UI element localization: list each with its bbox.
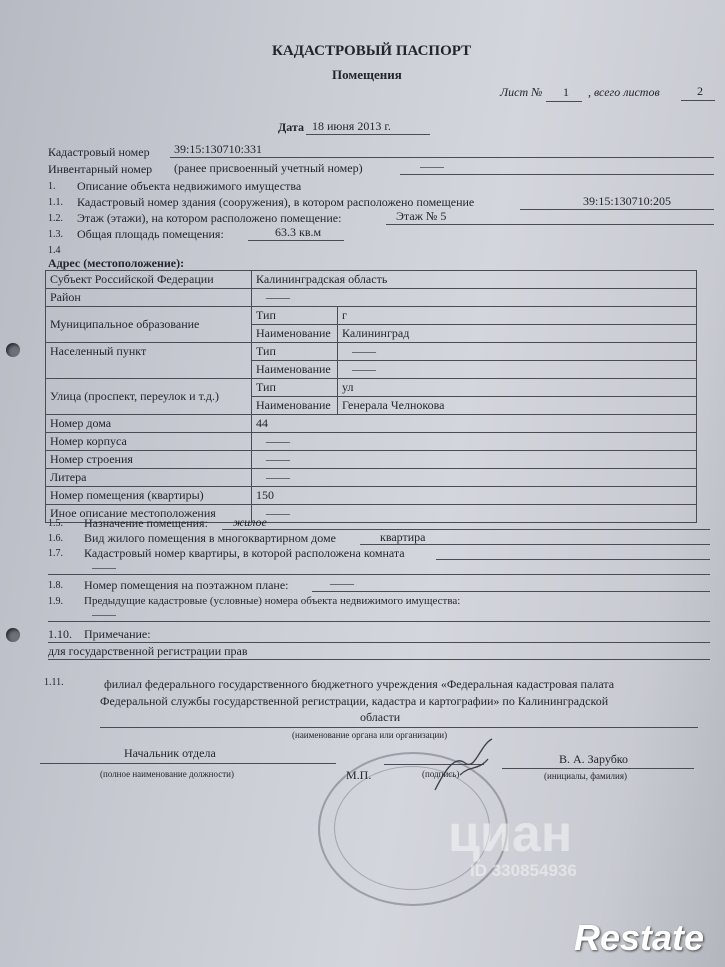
house-value: 44 xyxy=(252,415,697,433)
date-value: 18 июня 2013 г. xyxy=(312,119,391,133)
sheets-total: 2 xyxy=(697,84,703,98)
inventory-number-note: (ранее присвоенный учетный номер) xyxy=(174,161,363,175)
section-1-3-label: Общая площадь помещения: xyxy=(77,227,224,241)
sheet-label: Лист № xyxy=(500,85,543,99)
section-1-7-line-2 xyxy=(48,574,710,575)
note-value: для государственной регистрации прав xyxy=(48,644,248,658)
table-row xyxy=(46,289,697,307)
signature-mark xyxy=(430,735,500,795)
section-1-11-number: 1.11. xyxy=(44,677,64,688)
section-1-10-line xyxy=(48,642,710,643)
document-subtitle: Помещения xyxy=(332,67,402,82)
table-row xyxy=(46,343,697,361)
section-1-5-label: Назначение помещения: xyxy=(84,516,208,530)
settlement-name-label: Наименование xyxy=(252,361,338,379)
binder-hole-bottom xyxy=(6,628,20,642)
building-label: Номер корпуса xyxy=(46,433,252,451)
table-row xyxy=(46,271,697,289)
subject-value: Калининградская область xyxy=(252,271,697,289)
section-1-number: 1. xyxy=(48,181,56,192)
subject-label: Субъект Российской Федерации xyxy=(46,271,252,289)
district-value: —— xyxy=(252,289,697,307)
cadastral-number-line xyxy=(170,157,714,158)
area-value: 63.3 кв.м xyxy=(275,225,322,239)
section-1-9-label: Предыдущие кадастровые (условные) номера объекта недвижимого имущества: xyxy=(84,595,461,607)
date-label: Дата xyxy=(278,120,304,134)
sheets-total-line xyxy=(681,100,715,101)
person-caption: (инициалы, фамилия) xyxy=(544,771,627,781)
inventory-number-value: —— xyxy=(420,159,444,173)
floor-value: Этаж № 5 xyxy=(396,209,447,223)
section-1-2-label: Этаж (этажи), на котором расположено помещение: xyxy=(77,211,342,225)
municipal-type-value: г xyxy=(338,307,697,325)
section-1-4-number: 1.4 xyxy=(48,245,61,256)
letter-value: —— xyxy=(252,469,697,487)
district-label: Район xyxy=(46,289,252,307)
table-row xyxy=(46,379,697,397)
other-value: —— xyxy=(252,505,697,523)
section-1-8-number: 1.8. xyxy=(48,580,63,591)
section-1-7-label: Кадастровый номер квартиры, в которой расположена комната xyxy=(84,546,405,560)
street-name-value: Генерала Челнокова xyxy=(338,397,697,415)
section-1-9-number: 1.9. xyxy=(48,596,63,607)
municipal-label: Муниципальное образование xyxy=(46,307,252,343)
section-1-1-label: Кадастровый номер здания (сооружения), в котором расположено помещение xyxy=(77,195,475,209)
section-1-5-number: 1.5. xyxy=(48,518,63,529)
room-value: 150 xyxy=(252,487,697,505)
person-value: В. А. Зарубко xyxy=(559,752,629,766)
dwelling-type-value: квартира xyxy=(380,530,426,544)
organization-caption: (наименование органа или организации) xyxy=(292,730,448,740)
address-heading: Адрес (местоположение): xyxy=(48,256,185,270)
purpose-value: жилое xyxy=(233,515,267,529)
organization-line-3: области xyxy=(360,710,401,724)
position-line xyxy=(40,763,336,764)
table-row xyxy=(46,415,697,433)
structure-value: —— xyxy=(252,451,697,469)
floor-plan-number-value: —— xyxy=(330,576,354,590)
other-label: Иное описание местоположения xyxy=(46,505,252,523)
stamp-label: М.П. xyxy=(346,768,372,782)
municipal-type-label: Тип xyxy=(252,307,338,325)
inventory-number-line xyxy=(400,174,714,175)
sheet-number-line xyxy=(546,101,582,102)
cadastral-number-value: 39:15:130710:331 xyxy=(174,142,263,156)
binder-hole-top xyxy=(6,343,20,357)
sheets-total-label: , всего листов xyxy=(588,85,660,99)
street-type-value: ул xyxy=(338,379,697,397)
section-1-7-line xyxy=(436,559,710,560)
cian-watermark: циан xyxy=(448,805,573,863)
letter-label: Литера xyxy=(46,469,252,487)
structure-label: Номер строения xyxy=(46,451,252,469)
organization-line-2: Федеральной службы государственной регистрации, кадастра и картографии» по Калининградской xyxy=(100,694,609,708)
cadastral-number-label: Кадастровый номер xyxy=(48,145,150,159)
section-1-7-number: 1.7. xyxy=(48,548,63,559)
section-1-10-label: Примечание: xyxy=(84,627,151,641)
municipal-name-label: Наименование xyxy=(252,325,338,343)
settlement-label: Населенный пункт xyxy=(46,343,252,379)
section-1-3-number: 1.3. xyxy=(48,229,63,240)
house-label: Номер дома xyxy=(46,415,252,433)
section-1-10-number: 1.10. xyxy=(48,627,72,641)
table-row xyxy=(46,433,697,451)
sheet-number: 1 xyxy=(563,85,569,99)
listing-id-watermark: ID 330854936 xyxy=(470,861,577,880)
section-1-9-line xyxy=(48,621,710,622)
section-1-5-line xyxy=(222,529,710,530)
street-label: Улица (проспект, переулок и т.д.) xyxy=(46,379,252,415)
apartment-cadastral-value: —— xyxy=(92,560,116,574)
section-1-6-number: 1.6. xyxy=(48,533,63,544)
address-table xyxy=(45,270,697,523)
room-label: Номер помещения (квартиры) xyxy=(46,487,252,505)
document-title: КАДАСТРОВЫЙ ПАСПОРТ xyxy=(272,43,472,59)
settlement-name-value: —— xyxy=(338,361,697,379)
signature-caption: (подпись) xyxy=(422,769,460,779)
date-line xyxy=(306,134,430,135)
position-value: Начальник отдела xyxy=(124,746,216,760)
section-1-10-line-2 xyxy=(48,659,710,660)
settlement-type-label: Тип xyxy=(252,343,338,361)
restate-logo: Restate xyxy=(574,917,705,958)
street-name-label: Наименование xyxy=(252,397,338,415)
street-type-label: Тип xyxy=(252,379,338,397)
table-row xyxy=(46,487,697,505)
table-row xyxy=(46,307,697,325)
section-1-1-line xyxy=(520,209,714,210)
table-row xyxy=(46,469,697,487)
municipal-name-value: Калининград xyxy=(338,325,697,343)
position-caption: (полное наименование должности) xyxy=(100,769,234,779)
section-1-label: Описание объекта недвижимого имущества xyxy=(77,179,302,193)
table-row xyxy=(46,451,697,469)
section-1-1-number: 1.1. xyxy=(48,197,63,208)
inventory-number-label: Инвентарный номер xyxy=(48,162,153,176)
organization-line-1: филиал федерального государственного бюджетного учреждения «Федеральная кадастровая палата xyxy=(104,677,615,691)
section-1-8-line xyxy=(312,591,710,592)
section-1-2-line xyxy=(386,224,714,225)
person-line xyxy=(502,768,694,769)
settlement-type-value: —— xyxy=(338,343,697,361)
building-cadastral-number: 39:15:130710:205 xyxy=(583,194,672,208)
building-value: —— xyxy=(252,433,697,451)
section-1-2-number: 1.2. xyxy=(48,213,63,224)
previous-numbers-value: —— xyxy=(92,607,116,621)
organization-line xyxy=(100,727,698,728)
section-1-6-line xyxy=(360,544,710,545)
section-1-6-label: Вид жилого помещения в многоквартирном доме xyxy=(84,531,336,545)
section-1-3-line xyxy=(248,240,344,241)
section-1-8-label: Номер помещения на поэтажном плане: xyxy=(84,578,289,592)
